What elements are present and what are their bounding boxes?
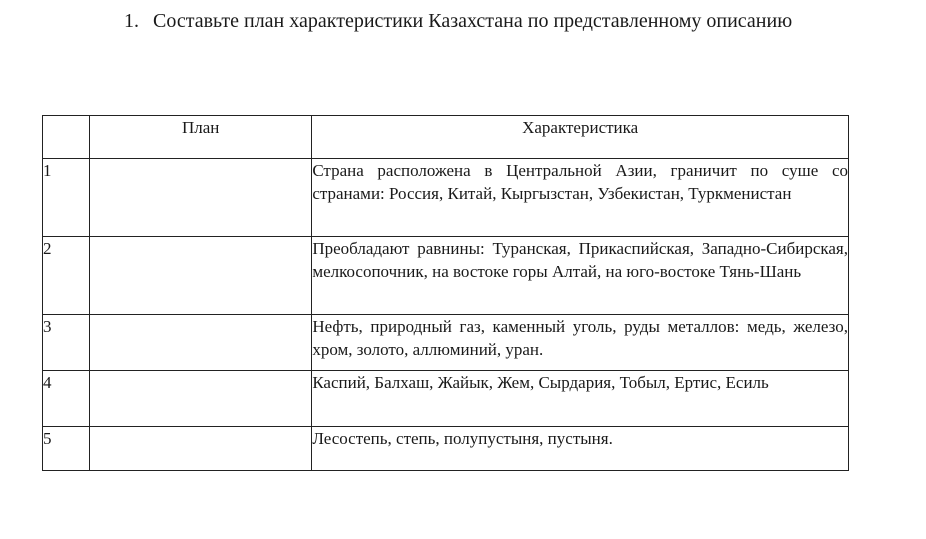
plan-cell[interactable] — [90, 237, 312, 315]
plan-cell[interactable] — [90, 159, 312, 237]
header-characteristic: Характеристика — [312, 116, 849, 159]
plan-table — [42, 115, 849, 471]
characteristic-cell: Преобладают равнины: Туранская, Прикаспийская, Западно-Сибирская, мелкосопочник, на востоке горы Алтай, на юго-востоке Тянь-Шань — [312, 237, 849, 315]
task-text: Составьте план характеристики Казахстана по представленному описанию — [153, 10, 793, 32]
characteristic-cell: Страна расположена в Центральной Азии, граничит по суше со странами: Россия, Китай, Кыргызстан, Узбекистан, Туркменистан — [312, 159, 849, 237]
row-number: 4 — [43, 371, 90, 427]
row-number: 5 — [43, 427, 90, 471]
task-statement — [124, 8, 868, 35]
table-row — [43, 237, 849, 315]
task-number: 1. — [124, 10, 139, 32]
table-row — [43, 427, 849, 471]
table-row — [43, 159, 849, 237]
plan-cell[interactable] — [90, 315, 312, 371]
table-row — [43, 315, 849, 371]
table-row — [43, 371, 849, 427]
characteristic-cell: Каспий, Балхаш, Жайык, Жем, Сырдария, Тобыл, Ертис, Есиль — [312, 371, 849, 427]
row-number: 3 — [43, 315, 90, 371]
row-number: 2 — [43, 237, 90, 315]
header-plan: План — [90, 116, 312, 159]
header-number — [43, 116, 90, 159]
plan-cell[interactable] — [90, 427, 312, 471]
plan-cell[interactable] — [90, 371, 312, 427]
characteristic-cell: Нефть, природный газ, каменный уголь, руды металлов: медь, железо, хром, золото, аллюминий, уран. — [312, 315, 849, 371]
row-number: 1 — [43, 159, 90, 237]
characteristic-cell: Лесостепь, степь, полупустыня, пустыня. — [312, 427, 849, 471]
table-header-row — [43, 116, 849, 159]
